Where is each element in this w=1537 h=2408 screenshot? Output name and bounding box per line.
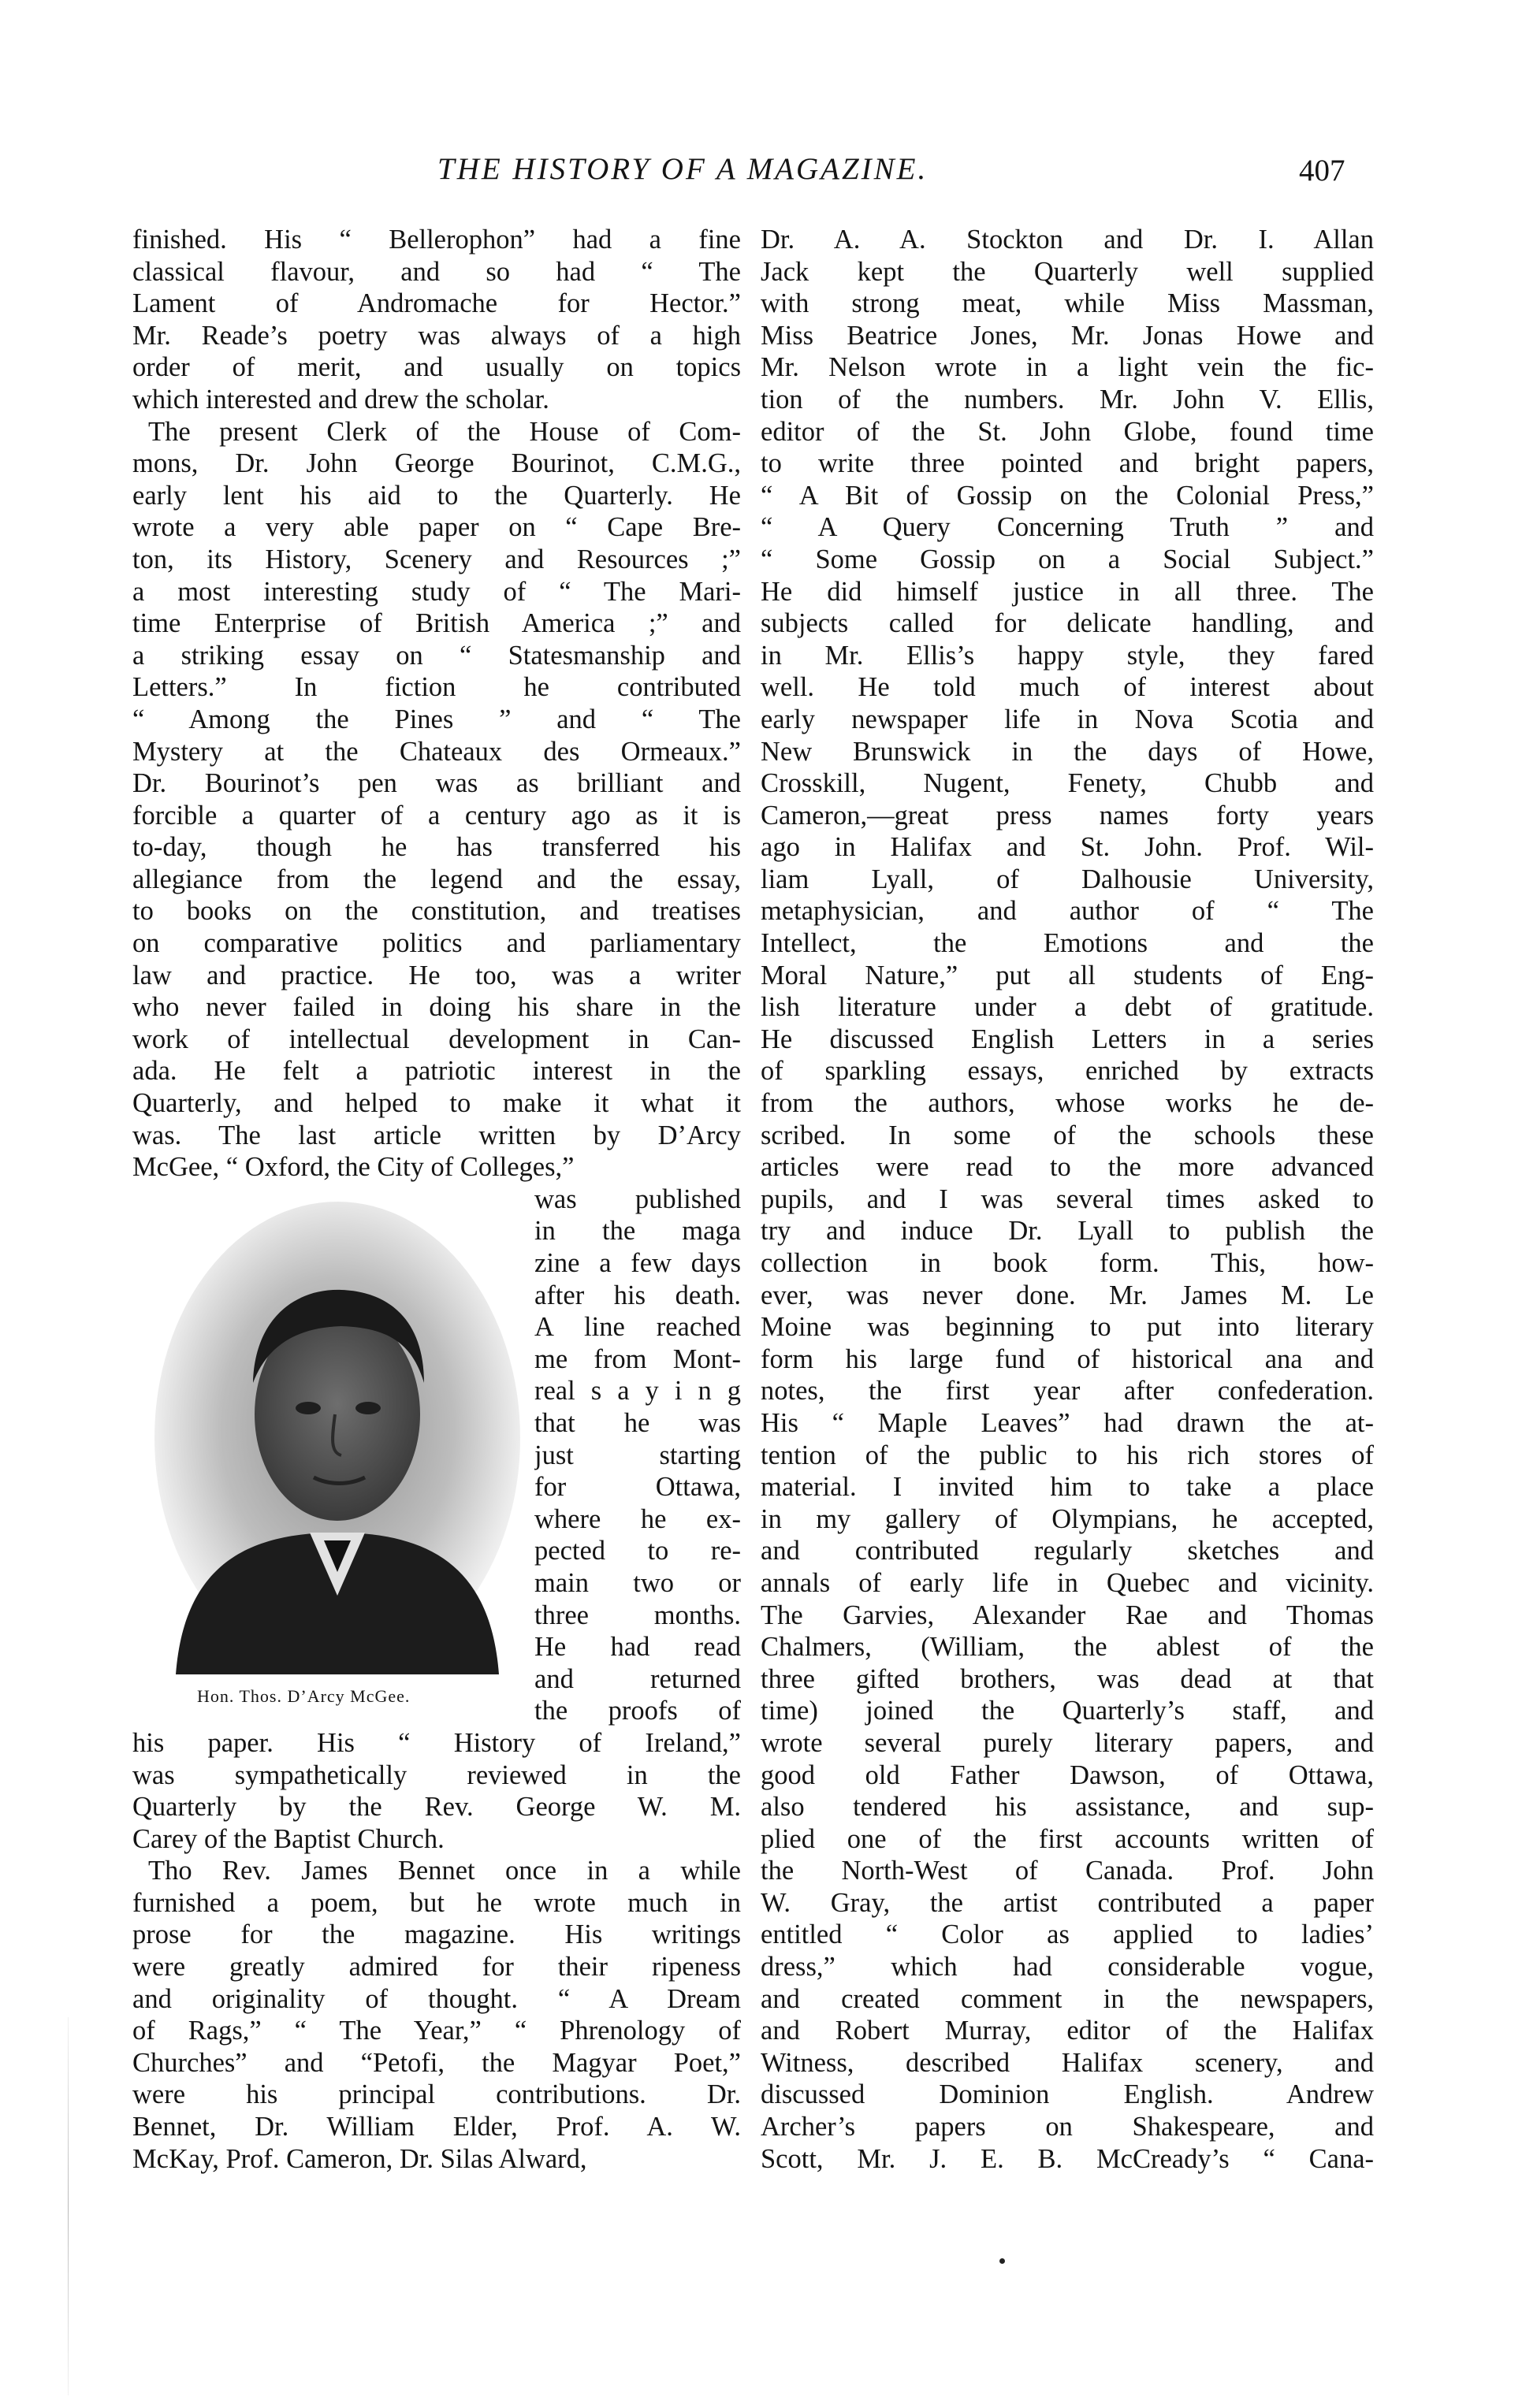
text-line: W. Gray, the artist contributed a paper <box>761 1887 1374 1918</box>
text-line: and Robert Murray, editor of the Halifax <box>761 2016 1374 2046</box>
text-line: the proofs of <box>534 1696 741 1726</box>
text-line: dress,” which had considerable vogue, <box>761 1952 1374 1983</box>
text-line: order of merit, and usually on topics <box>132 352 741 383</box>
text-line: tention of the public to his rich stores of <box>761 1440 1374 1470</box>
text-line: for Ottawa, <box>534 1472 741 1503</box>
text-line: McKay, Prof. Cameron, Dr. Silas Alward, <box>132 2143 587 2174</box>
text-line: New Brunswick in the days of Howe, <box>761 736 1374 767</box>
text-line: on comparative politics and parliamentary <box>132 928 741 959</box>
text-line: Lament of Andromache for Hector.” <box>132 288 741 319</box>
text-line: real s a y i n g <box>534 1376 741 1407</box>
text-line: Quarterly by the Rev. George W. M. <box>132 1792 741 1823</box>
portrait-caption: Hon. Thos. D’Arcy McGee. <box>197 1686 411 1706</box>
text-line: “ A Query Concerning Truth ” and <box>761 512 1374 543</box>
right-column-text <box>761 224 1374 2175</box>
text-line: his paper. His “ History of Ireland,” <box>132 1727 741 1758</box>
text-line: who never failed in doing his share in the <box>132 992 741 1023</box>
text-line: Intellect, the Emotions and the <box>761 928 1374 959</box>
text-line: Bennet, Dr. William Elder, Prof. A. W. <box>132 2112 741 2142</box>
right-column <box>761 224 1374 2175</box>
text-line: of Rags,” “ The Year,” “ Phrenology of <box>132 2016 741 2046</box>
text-line: Letters.” In fiction he contributed <box>132 672 741 703</box>
text-line: Moral Nature,” put all students of Eng- <box>761 960 1374 990</box>
text-line: Moine was beginning to put into literary <box>761 1312 1374 1343</box>
text-line: Archer’s papers on Shakespeare, and <box>761 2112 1374 2142</box>
portrait-mcgee-illustration <box>152 1202 523 1678</box>
text-line: subjects called for delicate handling, and <box>761 608 1374 639</box>
text-line: Jack kept the Quarterly well supplied <box>761 256 1374 287</box>
text-line: “ Among the Pines ” and “ The <box>132 704 741 734</box>
text-line: liam Lyall, of Dalhousie University, <box>761 864 1374 894</box>
text-line: prose for the magazine. His writings <box>132 1919 741 1950</box>
text-line: Witness, described Halifax scenery, and <box>761 2047 1374 2078</box>
text-line: were his principal contributions. Dr. <box>132 2079 741 2110</box>
text-line: three gifted brothers, was dead at that <box>761 1663 1374 1694</box>
text-line: Quarterly, and helped to make it what it <box>132 1088 741 1119</box>
text-line: collection in book form. This, how- <box>761 1248 1374 1278</box>
text-line: ton, its History, Scenery and Resources ;” <box>132 544 741 574</box>
text-line: and contributed regularly sketches and <box>761 1536 1374 1566</box>
ink-dot <box>999 2258 1005 2264</box>
text-line: in Mr. Ellis’s happy style, they fared <box>761 640 1374 671</box>
text-line: were greatly admired for their ripeness <box>132 1952 741 1983</box>
text-line: form his large fund of historical ana and <box>761 1343 1374 1374</box>
text-line: in my gallery of Olympians, he accepted, <box>761 1503 1374 1534</box>
scan-margin-mark <box>68 2017 69 2395</box>
text-line: wrote a very able paper on “ Cape Bre- <box>132 512 741 543</box>
text-line: tion of the numbers. Mr. John V. Ellis, <box>761 384 1374 414</box>
text-line: a most interesting study of “ The Mari- <box>132 576 741 607</box>
text-line: He discussed English Letters in a series <box>761 1024 1374 1054</box>
text-line: and returned <box>534 1663 741 1694</box>
text-line: and created comment in the newspapers, <box>761 1983 1374 2014</box>
text-line: pupils, and I was several times asked to <box>761 1184 1374 1214</box>
text-line: articles were read to the more advanced <box>761 1152 1374 1183</box>
text-line: Carey of the Baptist Church. <box>132 1823 445 1854</box>
text-line: ago in Halifax and St. John. Prof. Wil- <box>761 832 1374 863</box>
text-line: Cameron,—great press names forty years <box>761 800 1374 831</box>
text-line: “ A Bit of Gossip on the Colonial Press,” <box>761 480 1374 511</box>
text-line: Crosskill, Nugent, Fenety, Chubb and <box>761 768 1374 799</box>
text-line: material. I invited him to take a place <box>761 1472 1374 1503</box>
text-line: just starting <box>534 1440 741 1470</box>
text-line: time Enterprise of British America ;” and <box>132 608 741 639</box>
text-line: allegiance from the legend and the essay, <box>132 864 741 894</box>
left-column <box>132 224 741 2175</box>
text-line: to books on the constitution, and treatises <box>132 896 741 927</box>
text-line: was published <box>534 1184 741 1214</box>
text-line: which interested and drew the scholar. <box>132 384 549 414</box>
text-line: His “ Maple Leaves” had drawn the at- <box>761 1407 1374 1438</box>
text-line: Churches” and “Petofi, the Magyar Poet,” <box>132 2047 741 2078</box>
text-line: where he ex- <box>534 1503 741 1534</box>
text-line: after his death. <box>534 1280 741 1310</box>
text-line: ever, was never done. Mr. James M. Le <box>761 1280 1374 1310</box>
text-line: well. He told much of interest about <box>761 672 1374 703</box>
text-line: law and practice. He too, was a writer <box>132 960 741 990</box>
text-line: in the maga <box>534 1216 741 1247</box>
text-line: He did himself justice in all three. The <box>761 576 1374 607</box>
text-line: ada. He felt a patriotic interest in the <box>132 1056 741 1087</box>
text-line: three months. <box>534 1600 741 1630</box>
text-line: plied one of the first accounts written of <box>761 1823 1374 1854</box>
text-line: zine a few days <box>534 1248 741 1278</box>
text-line: try and induce Dr. Lyall to publish the <box>761 1216 1374 1247</box>
text-line: the North-West of Canada. Prof. John <box>761 1856 1374 1886</box>
text-line: work of intellectual development in Can- <box>132 1024 741 1054</box>
text-line: The present Clerk of the House of Com- <box>148 416 741 447</box>
text-line: Tho Rev. James Bennet once in a while <box>148 1856 741 1886</box>
text-line: Miss Beatrice Jones, Mr. Jonas Howe and <box>761 320 1374 351</box>
text-line: finished. His “ Bellerophon” had a fine <box>132 225 741 255</box>
text-line: early lent his aid to the Quarterly. He <box>132 480 741 511</box>
text-line: The Garvies, Alexander Rae and Thomas <box>761 1600 1374 1630</box>
text-line: McGee, “ Oxford, the City of Colleges,” <box>132 1152 575 1183</box>
text-line: was. The last article written by D’Arcy <box>132 1120 741 1150</box>
text-line: to write three pointed and bright papers, <box>761 448 1374 479</box>
text-line: that he was <box>534 1407 741 1438</box>
text-line: Mystery at the Chateaux des Ormeaux.” <box>132 736 741 767</box>
text-line: mons, Dr. John George Bourinot, C.M.G., <box>132 448 741 479</box>
text-line: to-day, though he has transferred his <box>132 832 741 863</box>
text-line: He had read <box>534 1632 741 1663</box>
text-line: classical flavour, and so had “ The <box>132 256 741 287</box>
text-line: lish literature under a debt of gratitude. <box>761 992 1374 1023</box>
text-line: a striking essay on “ Statesmanship and <box>132 640 741 671</box>
text-line: forcible a quarter of a century ago as it is <box>132 800 741 831</box>
text-line: discussed Dominion English. Andrew <box>761 2079 1374 2110</box>
text-line: of sparkling essays, enriched by extracts <box>761 1056 1374 1087</box>
text-line: Scott, Mr. J. E. B. McCready’s “ Cana- <box>761 2143 1374 2174</box>
text-line: also tendered his assistance, and sup- <box>761 1792 1374 1823</box>
text-line: metaphysician, and author of “ The <box>761 896 1374 927</box>
text-line: me from Mont- <box>534 1343 741 1374</box>
text-line: notes, the first year after confederation. <box>761 1376 1374 1407</box>
text-line: editor of the St. John Globe, found time <box>761 416 1374 447</box>
page-number: 407 <box>1299 154 1345 188</box>
text-line: Dr. A. A. Stockton and Dr. I. Allan <box>761 225 1374 255</box>
text-line: time) joined the Quarterly’s staff, and <box>761 1696 1374 1726</box>
text-line: furnished a poem, but he wrote much in <box>132 1887 741 1918</box>
text-line: main two or <box>534 1567 741 1598</box>
text-line: A line reached <box>534 1312 741 1343</box>
text-line: from the authors, whose works he de- <box>761 1088 1374 1119</box>
text-line: pected to re- <box>534 1536 741 1566</box>
text-line: Mr. Nelson wrote in a light vein the fic- <box>761 352 1374 383</box>
running-head: THE HISTORY OF A MAGAZINE. <box>437 152 929 186</box>
text-line: Dr. Bourinot’s pen was as brilliant and <box>132 768 741 799</box>
text-line: Mr. Reade’s poetry was always of a high <box>132 320 741 351</box>
portrait-image <box>152 1202 523 1678</box>
left-column-text-bottom <box>132 1727 741 2175</box>
text-line: annals of early life in Quebec and vicinity. <box>761 1567 1374 1598</box>
text-line: wrote several purely literary papers, and <box>761 1727 1374 1758</box>
text-line: was sympathetically reviewed in the <box>132 1760 741 1790</box>
text-line: early newspaper life in Nova Scotia and <box>761 704 1374 734</box>
text-line: and originality of thought. “ A Dream <box>132 1983 741 2014</box>
text-line: with strong meat, while Miss Massman, <box>761 288 1374 319</box>
text-line: good old Father Dawson, of Ottawa, <box>761 1760 1374 1790</box>
text-line: scribed. In some of the schools these <box>761 1120 1374 1150</box>
text-line: “ Some Gossip on a Social Subject.” <box>761 544 1374 574</box>
left-column-text-top <box>132 224 741 1184</box>
text-line: Chalmers, (William, the ablest of the <box>761 1632 1374 1663</box>
text-line: entitled “ Color as applied to ladies’ <box>761 1919 1374 1950</box>
